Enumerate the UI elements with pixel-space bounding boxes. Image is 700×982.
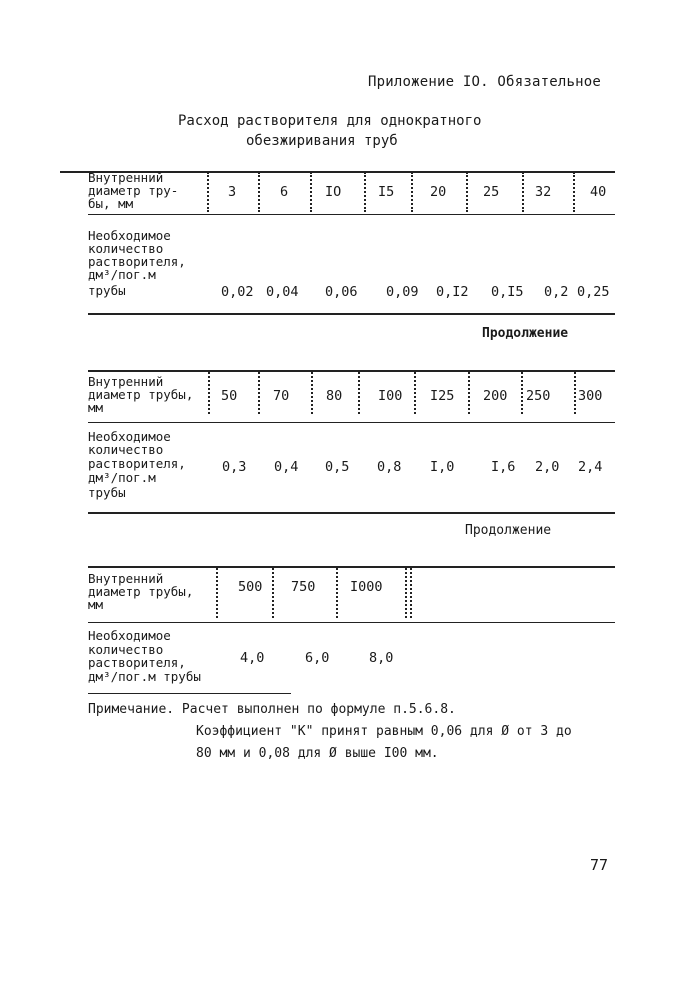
table1-separator — [310, 172, 312, 212]
table3-amount: 4,0 — [240, 650, 265, 666]
table1-amount-label-line-1: Необходимое — [88, 228, 171, 243]
table3-amount-label-line-4: дм³/пог.м трубы — [88, 669, 201, 684]
table2-amount-label-line-4: дм³/пог.м — [88, 470, 156, 485]
table2-top-rule — [88, 370, 615, 372]
table3-header-rule — [88, 622, 615, 623]
table2-diameter: 200 — [483, 388, 508, 404]
table1-amount: 0,2 — [544, 284, 569, 300]
table1-amount-label-line-3: растворителя, — [88, 254, 186, 269]
table1-diameter: 40 — [590, 184, 607, 200]
table2-diameter: 300 — [578, 388, 603, 404]
table2-amount: 0,5 — [325, 459, 350, 475]
table3-amount-label-line-1: Необходимое — [88, 628, 171, 643]
table2-amount: I,6 — [491, 459, 516, 475]
table2-amount: 2,4 — [578, 459, 603, 475]
table3-diameter: 750 — [291, 579, 316, 595]
table2-amount-label-line-3: растворителя, — [88, 456, 186, 471]
table1-amount: 0,04 — [266, 284, 299, 300]
table2-separator — [208, 372, 210, 414]
table1-diameter: 3 — [228, 184, 237, 200]
table1-diameter: 25 — [483, 184, 500, 200]
table1-separator — [466, 172, 468, 212]
table3-amount: 6,0 — [305, 650, 330, 666]
table1-separator — [207, 172, 209, 212]
table2-amount: 0,3 — [222, 459, 247, 475]
table2-diameter-label-line-2: диаметр трубы, — [88, 387, 194, 402]
table3-separator — [410, 568, 412, 618]
table1-amount-label-line-4: дм³/пог.м — [88, 267, 156, 282]
table3-diameter-label-line-2: диаметр трубы, — [88, 584, 194, 599]
table2-separator — [358, 372, 360, 414]
table2-diameter: I00 — [378, 388, 403, 404]
table2-diameter: 50 — [221, 388, 238, 404]
note-line-3: 80 мм и 0,08 для Ø выше I00 мм. — [196, 746, 439, 761]
table1-amount-label-line-2: количество — [88, 241, 164, 256]
table1-amount: 0,I2 — [436, 284, 469, 300]
table1-diameter-label-line-2: диаметр тру- — [88, 183, 179, 198]
table1-diameter-label-line-3: бы, мм — [88, 196, 134, 211]
table3-diameter-label-line-1: Внутренний — [88, 571, 164, 586]
table1-amount-label-line-5: трубы — [88, 283, 126, 298]
table2-diameter: I25 — [430, 388, 455, 404]
table2-separator — [414, 372, 416, 414]
table1-amount: 0,I5 — [491, 284, 524, 300]
table2-amount: 0,4 — [274, 459, 299, 475]
table2-separator — [521, 372, 523, 414]
table1-bottom-rule — [88, 313, 615, 315]
table2-amount-label-line-1: Необходимое — [88, 429, 171, 444]
table1-separator — [258, 172, 260, 212]
table3-diameter-label-line-3: мм — [88, 597, 104, 612]
page-number: 77 — [590, 856, 609, 874]
table1-diameter: 6 — [280, 184, 289, 200]
table3-amount-label-line-2: количество — [88, 642, 164, 657]
table2-amount: 2,0 — [535, 459, 560, 475]
table1-separator — [573, 172, 575, 212]
table3-separator — [405, 568, 407, 618]
table2-diameter: 80 — [326, 388, 343, 404]
table1-amount: 0,02 — [221, 284, 254, 300]
table2-separator — [258, 372, 260, 414]
table3-top-rule — [88, 566, 615, 568]
table3-bottom-rule — [88, 693, 291, 694]
table2-diameter-label-line-3: мм — [88, 400, 104, 415]
table3-amount-label-line-3: растворителя, — [88, 655, 186, 670]
table1-diameter-label-line-1: Внутренний — [88, 170, 164, 185]
table3-diameter: I000 — [350, 579, 383, 595]
table3-amount: 8,0 — [369, 650, 394, 666]
table2-separator — [311, 372, 313, 414]
table1-diameter: I5 — [378, 184, 395, 200]
note-line-1: Примечание. Расчет выполнен по формуле п.5.6.8. — [88, 702, 456, 717]
table-title-line-1: Расход растворителя для однократного — [178, 113, 482, 129]
table2-diameter-label-line-1: Внутренний — [88, 374, 164, 389]
table-title-line-2: обезжиривания труб — [246, 133, 398, 149]
table1-diameter: 20 — [430, 184, 447, 200]
table2-separator — [468, 372, 470, 414]
table1-amount: 0,25 — [577, 284, 610, 300]
table2-header-rule — [88, 422, 615, 423]
table2-amount-label-line-5: трубы — [88, 485, 126, 500]
note-line-2: Коэффициент "К" принят равным 0,06 для Ø от 3 до — [196, 724, 572, 739]
table2-separator — [574, 372, 576, 414]
continuation-label: Продолжение — [465, 523, 552, 538]
table1-amount: 0,09 — [386, 284, 419, 300]
table1-diameter: IO — [325, 184, 342, 200]
table3-separator — [336, 568, 338, 618]
appendix-header: Приложение IO. Обязательное — [368, 74, 601, 90]
table3-diameter: 500 — [238, 579, 263, 595]
table1-diameter: 32 — [535, 184, 552, 200]
table1-amount: 0,06 — [325, 284, 358, 300]
table2-amount: 0,8 — [377, 459, 402, 475]
table2-amount: I,0 — [430, 459, 455, 475]
table2-diameter: 250 — [526, 388, 551, 404]
table1-separator — [411, 172, 413, 212]
table1-separator — [364, 172, 366, 212]
table2-amount-label-line-2: количество — [88, 442, 164, 457]
table1-separator — [522, 172, 524, 212]
table3-separator — [272, 568, 274, 618]
table2-bottom-rule — [88, 512, 615, 514]
table1-header-rule — [88, 214, 615, 215]
table2-diameter: 70 — [273, 388, 290, 404]
continuation-label: Продолжение — [482, 326, 569, 341]
table3-separator — [216, 568, 218, 618]
